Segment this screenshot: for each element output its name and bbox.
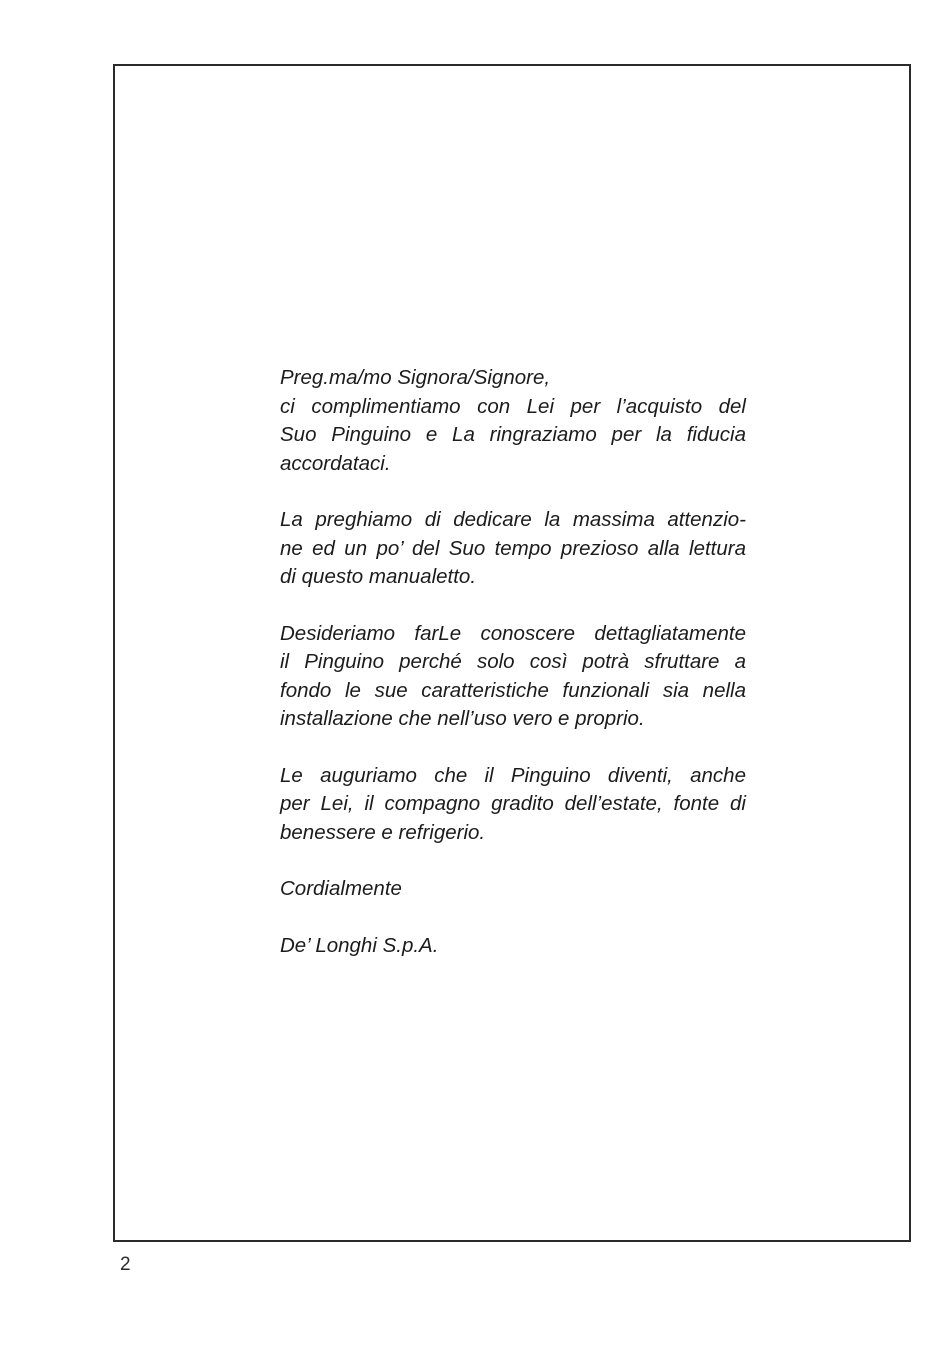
paragraph-thanks	[280, 393, 746, 479]
paragraph-line: installazione che nell’uso vero e proprio.	[280, 707, 645, 730]
salutation	[280, 364, 746, 393]
paragraph-line: Le auguriamo che il Pinguino diventi, anche	[280, 763, 746, 787]
paragraph-line: Suo Pinguino e La ringraziamo per la fiducia	[280, 423, 746, 446]
paragraph-line: per Lei, il compagno gradito dell’estate, fonte di	[280, 792, 746, 815]
salutation-line: Preg.ma/mo Signora/Signore,	[280, 366, 551, 389]
letter-body	[280, 364, 746, 960]
signature-line: De’ Longhi S.p.A.	[280, 933, 439, 957]
paragraph-line: accordataci.	[280, 451, 391, 475]
signature	[280, 932, 746, 961]
paragraph-line: benessere e refrigerio.	[280, 820, 486, 844]
paragraph-request	[280, 506, 746, 592]
paragraph-line: il Pinguino perché solo così potrà sfruttare a	[280, 650, 746, 673]
paragraph-line: ci complimentiamo con Lei per l’acquisto del	[280, 394, 746, 418]
paragraph-wishes	[280, 762, 746, 848]
paragraph-line: fondo le sue caratteristiche funzionali sia nella	[280, 678, 746, 702]
paragraph-line: ne ed un po’ del Suo tempo prezioso alla lettura	[280, 536, 746, 560]
page-number: 2	[120, 1254, 131, 1275]
paragraph-knowledge	[280, 620, 746, 734]
paragraph-line: La preghiamo di dedicare la massima attenzio-	[280, 508, 746, 531]
paragraph-line: Desideriamo farLe conoscere dettagliatamente	[280, 621, 746, 645]
paragraph-line: di questo manualetto.	[280, 565, 477, 588]
closing	[280, 875, 746, 904]
closing-line: Cordialmente	[280, 877, 402, 900]
